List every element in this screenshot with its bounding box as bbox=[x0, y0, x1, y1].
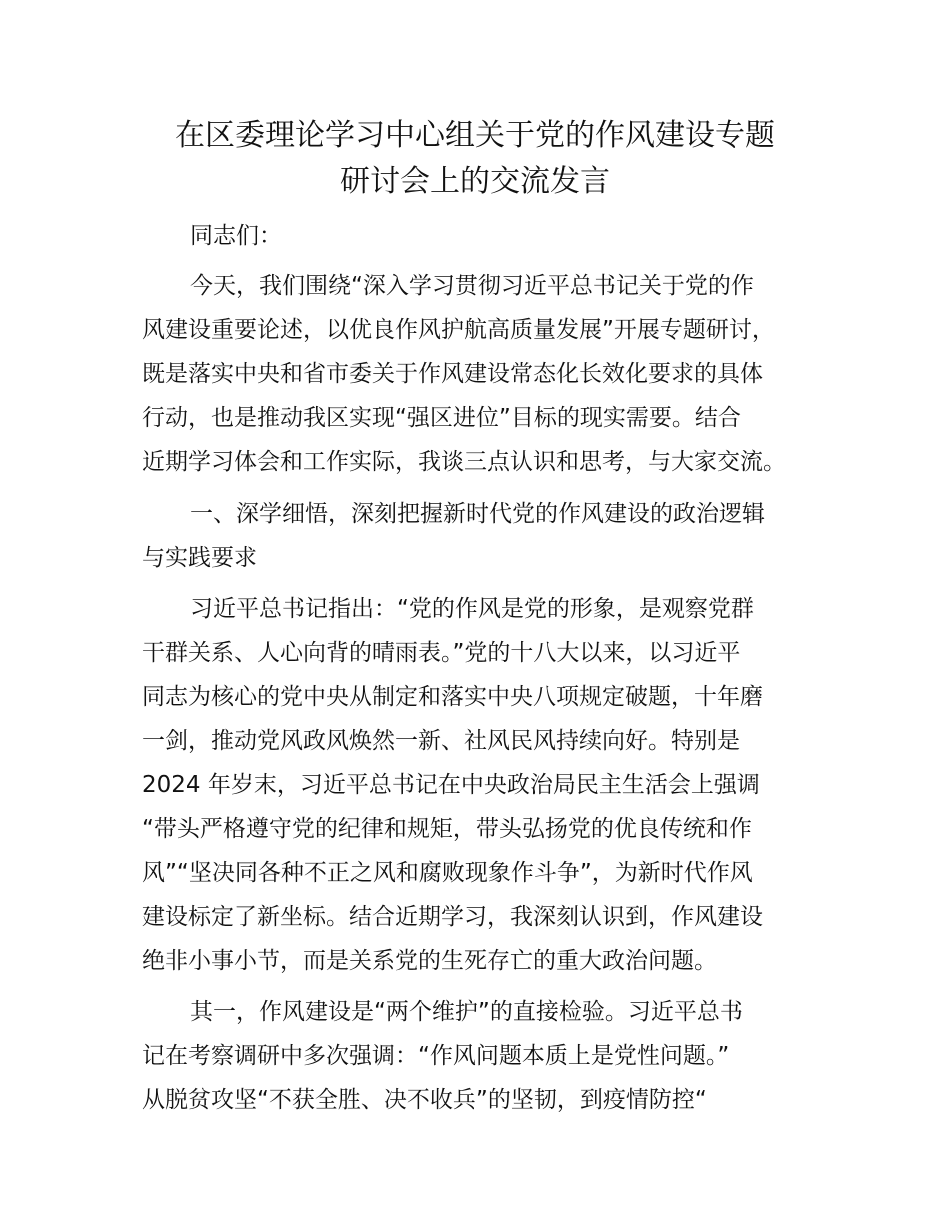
body-line: 其一，作风建设是“两个维护”的直接检验。习近平总书 bbox=[190, 999, 743, 1025]
body-line: 同志为核心的党中央从制定和落实中央八项规定破题，十年磨 bbox=[142, 684, 763, 710]
body-line: 今天，我们围绕“深入学习贯彻习近平总书记关于党的作 bbox=[190, 273, 754, 299]
body-line: 记在考察调研中多次强调：“作风问题本质上是党性问题。” bbox=[142, 1043, 730, 1069]
body-line: 风”“坚决同各种不正之风和腐败现象作斗争”，为新时代作风 bbox=[142, 860, 753, 886]
section-heading-continued: 与实践要求 bbox=[142, 545, 257, 571]
body-line: 从脱贫攻坚“不获全胜、决不收兵”的坚韧，到疫情防控“ bbox=[142, 1087, 707, 1113]
body-line: 干群关系、人心向背的晴雨表。”党的十八大以来，以习近平 bbox=[142, 640, 741, 666]
document-title-line-2: 研讨会上的交流发言 bbox=[340, 164, 610, 199]
document-title-line-1: 在区委理论学习中心组关于党的作风建设专题 bbox=[175, 118, 775, 153]
body-line: 建设标定了新坐标。结合近期学习，我深刻认识到，作风建设 bbox=[142, 904, 763, 930]
body-line: 行动，也是推动我区实现“强区进位”目标的现实需要。结合 bbox=[142, 405, 741, 431]
body-line: 习近平总书记指出：“党的作风是党的形象，是观察党群 bbox=[190, 596, 754, 622]
body-line: 近期学习体会和工作实际，我谈三点认识和思考，与大家交流。 bbox=[142, 449, 786, 475]
body-line: 既是落实中央和省市委关于作风建设常态化长效化要求的具体 bbox=[142, 361, 763, 387]
salutation: 同志们： bbox=[190, 223, 282, 249]
body-line: 2024 年岁末，习近平总书记在中央政治局民主生活会上强调 bbox=[142, 772, 760, 798]
body-line: 绝非小事小节，而是关系党的生死存亡的重大政治问题。 bbox=[142, 948, 717, 974]
body-line: 一剑，推动党风政风焕然一新、社风民风持续向好。特别是 bbox=[142, 728, 740, 754]
body-line: 风建设重要论述，以优良作风护航高质量发展”开展专题研讨， bbox=[142, 317, 775, 343]
body-line: “带头严格遵守党的纪律和规矩，带头弘扬党的优良传统和作 bbox=[142, 816, 752, 842]
section-heading: 一、深学细悟，深刻把握新时代党的作风建设的政治逻辑 bbox=[190, 501, 765, 527]
